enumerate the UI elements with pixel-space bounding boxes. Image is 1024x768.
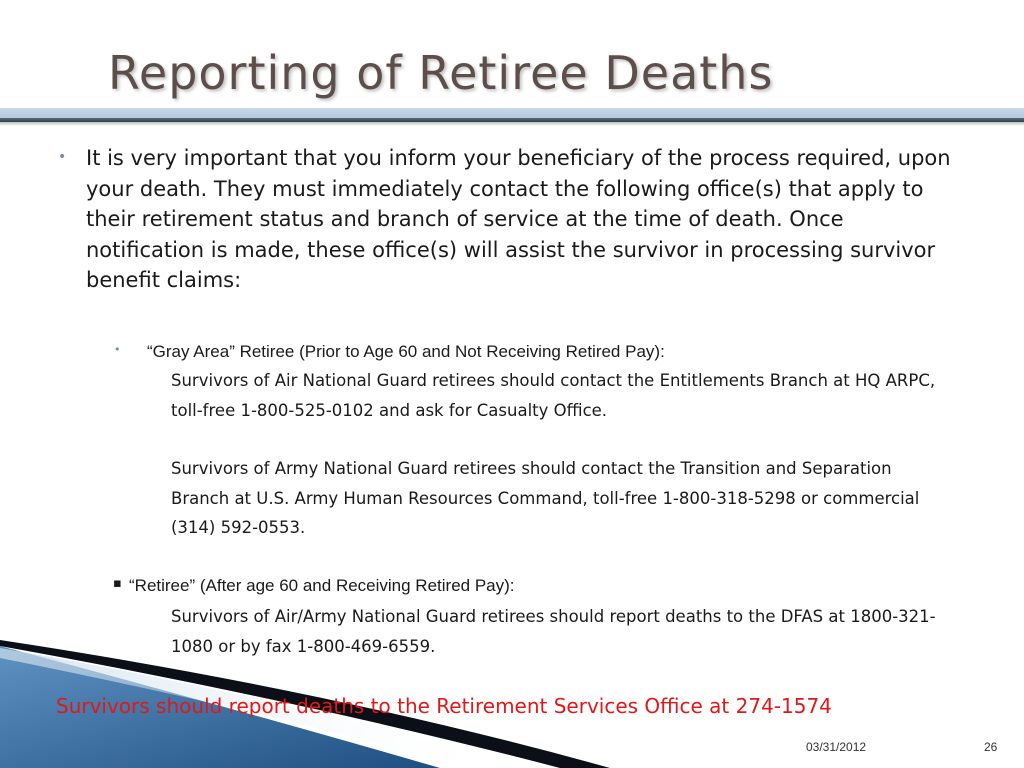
army-guard-instructions: Survivors of Army National Guard retirees should contact the Transition and Separation Branch at U.S. Army Human Resources Command, toll-free 1-800-318-5298 or commercial (314) 592-0553. (171, 459, 920, 537)
alert-note: Survivors should report deaths to the Retirement Services Office at 274-1574 (56, 694, 832, 718)
intro-paragraph: It is very important that you inform your beneficiary of the process required, upon your death. They must immediately contact the following office(s) that apply to their retirement status and branch of service at the time of death. Once notification is made, these office(s) will assist the survivor in processing survivor benefit claims: (86, 146, 951, 292)
retiree-bullet-icon: ▪ (113, 576, 122, 591)
air-guard-instructions: Survivors of Air National Guard retirees should contact the Entitlements Branch at HQ ARPC, toll-free 1-800-525-0102 and ask for Casualty Office. (171, 371, 936, 420)
gray-area-heading: “Gray Area” Retiree (Prior to Age 60 and Not Receiving Retired Pay): (147, 342, 665, 361)
slide-title: Reporting of Retiree Deaths (108, 46, 774, 100)
retiree-instructions: Survivors of Air/Army National Guard retirees should report deaths to the DFAS at 1800-321-1080 or by fax 1-800-469-6559. (171, 607, 936, 656)
slide-date: 03/31/2012 (806, 740, 867, 754)
title-divider-shadow (0, 122, 1024, 126)
gray-area-bullet-icon: • (114, 343, 121, 356)
retiree-heading: “Retiree” (After age 60 and Receiving Retired Pay): (129, 576, 515, 595)
intro-bullet-icon: • (58, 149, 67, 165)
slide-number: 26 (984, 740, 998, 754)
